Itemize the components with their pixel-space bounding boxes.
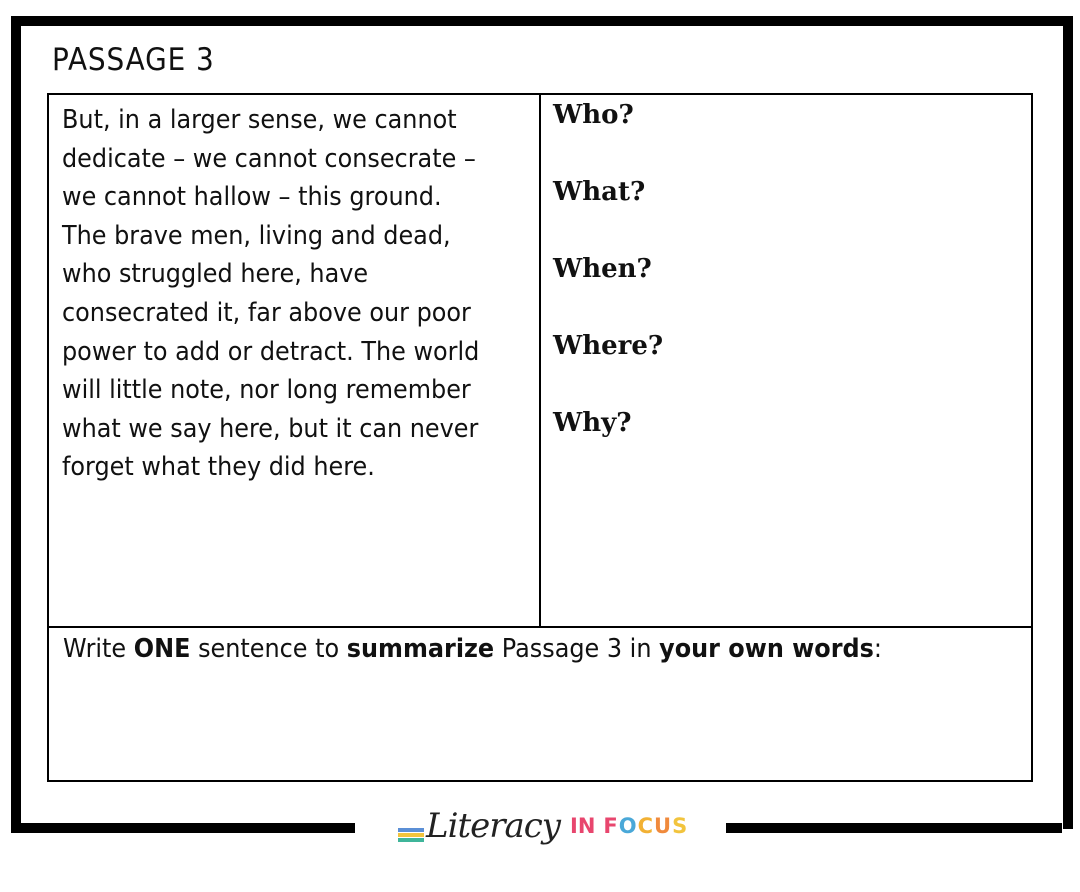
question-why: Why? <box>553 408 632 438</box>
logo-bar <box>398 838 424 842</box>
passage-line: will little note, nor long remember <box>62 375 471 406</box>
logo-focus-text <box>603 814 688 838</box>
passage-line: who struggled here, have <box>62 259 369 290</box>
passage-line: But, in a larger sense, we cannot <box>62 105 457 135</box>
summary-text-4: : <box>873 634 882 664</box>
column-divider <box>539 93 541 628</box>
logo-focus-letter: S <box>672 814 689 838</box>
summary-bold-own-words: your own words <box>659 634 874 664</box>
passage-line: what we say here, but it can never <box>62 413 479 444</box>
page-title: PASSAGE 3 <box>52 42 215 78</box>
summary-text-2: sentence to <box>190 634 347 664</box>
passage-line: The brave men, living and dead, <box>62 220 451 251</box>
logo-focus-letter: C <box>637 814 655 838</box>
passage-text <box>62 101 532 487</box>
passage-line: we cannot hallow – this ground. <box>62 182 442 213</box>
logo-focus-letter: F <box>603 814 619 838</box>
summary-text-3: Passage 3 in <box>494 634 660 664</box>
logo-bar <box>398 833 424 837</box>
logo-focus-letter: O <box>618 814 638 838</box>
logo-script-text: Literacy <box>426 806 561 846</box>
logo-bar <box>398 828 424 832</box>
passage-line: consecrated it, far above our poor <box>62 297 471 328</box>
footer-rule-left <box>11 823 355 833</box>
summary-bold-one: ONE <box>133 634 191 664</box>
question-what: What? <box>553 177 646 207</box>
passage-line: power to add or detract. The world <box>62 336 480 367</box>
passage-line: forget what they did here. <box>62 452 375 483</box>
passage-line: dedicate – we cannot consecrate – <box>62 143 476 174</box>
summary-text-1: Write <box>63 634 134 664</box>
footer-rule-right <box>726 823 1062 833</box>
question-when: When? <box>553 254 652 284</box>
row-divider <box>47 626 1033 628</box>
summary-bold-summarize: summarize <box>346 634 495 664</box>
brand-logo <box>398 798 688 854</box>
logo-bars-icon <box>398 828 424 843</box>
question-who: Who? <box>553 100 634 130</box>
summary-prompt <box>63 634 882 664</box>
logo-focus-letter: U <box>654 814 673 838</box>
question-where: Where? <box>553 331 664 361</box>
logo-in-text: IN <box>570 814 596 838</box>
